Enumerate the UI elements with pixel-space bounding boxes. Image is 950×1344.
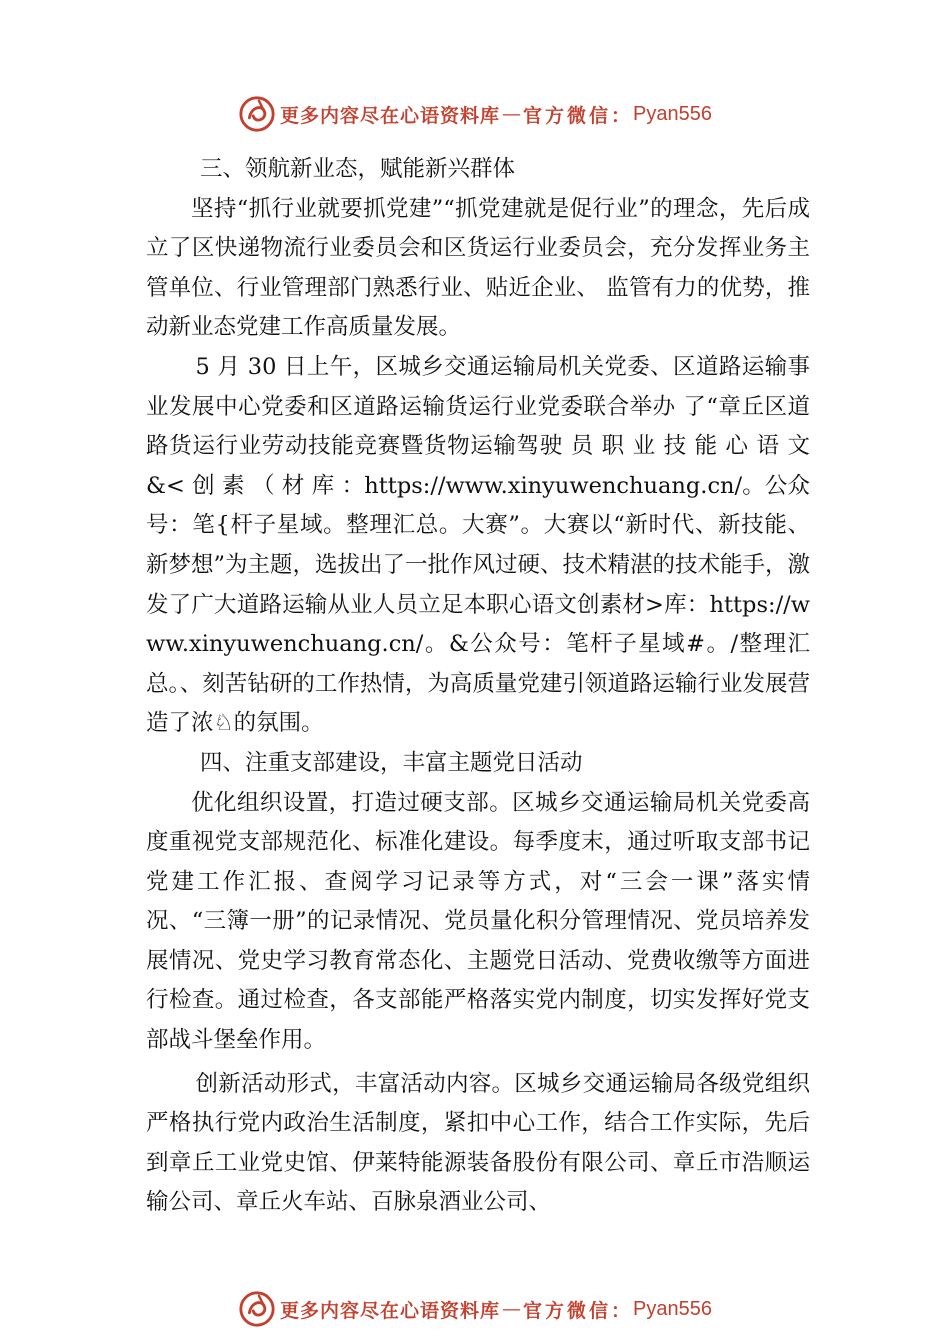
- watermark-wechat-id: Pyan556: [633, 1297, 712, 1320]
- footer-watermark-banner: [0, 1289, 950, 1329]
- watermark-brand-text: 更多内容尽在心语资料库: [280, 104, 501, 127]
- watermark-dash: —: [502, 1298, 522, 1320]
- section-4-heading: 四、注重支部建设，丰富主题党日活动: [200, 749, 583, 776]
- swirl-logo-icon: [238, 1290, 276, 1328]
- section-3-heading: 三、领航新业态，赋能新兴群体: [200, 156, 516, 182]
- paragraph-3: 优化组织设置，打造过硬支部。区城乡交通运输局机关党委高度重视党支部规范化、标准化建设。每季度末，通过听取支部书记党建工作汇报、查阅学习记录等方式，对“三会一课”落实情况、“三簿一册”的记录情况、党员量化积分管理情况、党员培养发展情况、党史学习教育常态化、主题党日活动、党费收缴等方面进行检查。通过检查，各支部能严格落实党内制度，切实发挥好党支部战斗堡垒作用。: [146, 789, 810, 1054]
- header-watermark-banner: [0, 94, 950, 134]
- watermark-official-text: 官方微信：: [523, 104, 634, 127]
- watermark-brand-text: 更多内容尽在心语资料库: [280, 1299, 501, 1322]
- paragraph-1: 坚持“抓行业就要抓党建”“抓党建就是促行业”的理念，先后成立了区快递物流行业委员会和区货运行业委员会，充分发挥业务主管单位、行业管理部门熟悉行业、贴近企业、 监管有力的优势，推动新业态党建工作高质量发展。: [146, 195, 810, 341]
- watermark-dash: —: [502, 103, 522, 125]
- watermark-wechat-id: Pyan556: [633, 102, 712, 125]
- document-body: [146, 150, 810, 1223]
- swirl-logo-icon: [238, 95, 276, 133]
- paragraph-4: 创新活动形式，丰富活动内容。区城乡交通运输局各级党组织严格执行党内政治生活制度，紧扣中心工作，结合工作实际，先后到章丘工业党史馆、伊莱特能源装备股份有限公司、章丘市浩顺运输公司、章丘火车站、百脉泉酒业公司、: [146, 1070, 810, 1216]
- watermark-official-text: 官方微信：: [523, 1299, 634, 1322]
- paragraph-2: 5 月 30 日上午，区城乡交通运输局机关党委、区道路运输事业发展中心党委和区道路运输货运行业党委联合举办 了“章丘区道路货运行业劳动技能竞赛暨货物运输驾驶 员 职 业 技 能 心 语 文 &< 创 素 （ 材 库 ：https://www.xinyuwenchuang.cn/。公众号：笔{杆子星域。整理汇总。大赛”。大赛以“新时代、新技能、新梦想”为主题，选拔出了一批作风过硬、技术精湛的技术能手，激发了广大道路运输从业人员立足本职心语文创素材>库：https://www.xinyuwenchuang.cn/。&公众号：笔杆子星域#。/整理汇总。、刻苦钻研的工作热情，为高质量党建引领道路运输行业发展营造了浓♘的氛围。: [146, 353, 811, 737]
